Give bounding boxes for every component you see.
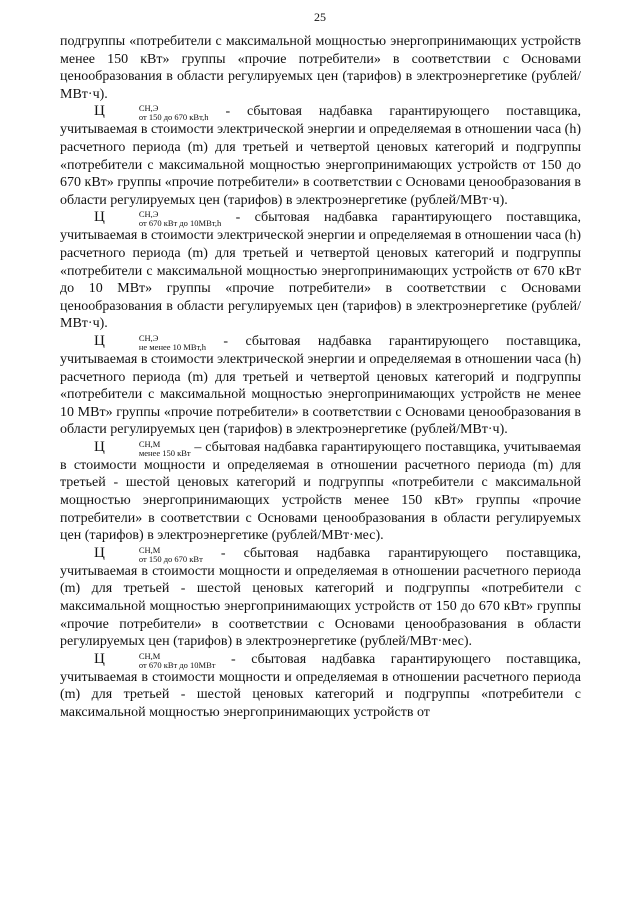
definition-paragraph [60, 545, 581, 651]
formula-symbol: Ц СН,Э не менее 10 МВт,h [94, 332, 206, 352]
formula-symbol: Ц СН,М менее 150 кВт [94, 438, 191, 458]
definition-paragraph [60, 209, 581, 333]
symbol-subscript: от 670 кВт до 10МВт,h [138, 218, 222, 229]
formula-symbol: Ц СН,Э от 670 кВт до 10МВт,h [94, 209, 222, 229]
symbol-superscript: СН,М [138, 544, 161, 555]
definition-text: - сбытовая надбавка гарантирующего поставщика, учитываемая в стоимости мощности и определяемая в отношении расчетного периода (m) для третьей - шестой ценовых категорий и подгруппы «потребители с максимальной мощностью энергопринимающих устройств от 150 до 670 кВт» группы «прочие потребители» в соответствии с Основами ценообразования в области регулируемых цен (тарифов) в электроэнергетике (рублей/МВт·мес). [60, 545, 581, 650]
symbol-subscript: менее 150 кВт [138, 447, 191, 458]
definition-text: - сбытовая надбавка гарантирующего поставщика, учитываемая в стоимости мощности и определяемая в отношении расчетного периода (m) для третьей - шестой ценовых категорий и подгруппы «потребители с максимальной мощностью энергопринимающих устройств от [60, 651, 581, 720]
symbol-superscript: СН,М [138, 650, 161, 661]
definition-paragraph [60, 333, 581, 439]
symbol-superscript: СН,Э [138, 103, 159, 114]
symbol-superscript: СН,М [138, 438, 161, 449]
page-number: 25 [314, 10, 326, 24]
formula-symbol: Ц СН,М от 670 кВт до 10МВт [94, 650, 216, 670]
symbol-subscript: от 670 кВт до 10МВт [138, 659, 216, 670]
page-content [60, 33, 581, 722]
formula-symbol: Ц СН,М от 150 до 670 кВт [94, 544, 203, 564]
symbol-subscript: не менее 10 МВт,h [138, 341, 206, 352]
definition-paragraph [60, 651, 581, 722]
intro-paragraph: подгруппы «потребители с максимальной мощностью энергопринимающих устройств менее 150 кВт» группы «прочие потребители» в соответствии с Основами ценообразования в области регулируемых цен (тарифов) в электроэнергетике (рублей/МВт·ч). [60, 34, 581, 102]
symbol-subscript: от 150 до 670 кВт [138, 553, 203, 564]
definition-text: - сбытовая надбавка гарантирующего поставщика, учитываемая в стоимости электрической энергии и определяемая в отношении часа (h) расчетного периода (m) для третьей и четвертой ценовых категорий и подгруппы «потребители с максимальной мощностью энергопринимающих устройств не менее 10 МВт» группы «прочие потребители» в соответствии с Основами ценообразования в области регулируемых цен (тарифов) в электроэнергетике (рублей/МВт·ч). [60, 333, 581, 438]
formula-symbol: Ц СН,Э от 150 до 670 кВт,h [94, 103, 209, 123]
definition-text: - сбытовая надбавка гарантирующего поставщика, учитываемая в стоимости электрической энергии и определяемая в отношении часа (h) расчетного периода (m) для третьей и четвертой ценовых категорий и подгруппы «потребители с максимальной мощностью энергопринимающих устройств от 150 до 670 кВт» группы «прочие потребители» в соответствии с Основами ценообразования в области регулируемых цен (тарифов) в электроэнергетике (рублей/МВт·ч). [60, 104, 581, 208]
symbol-superscript: СН,Э [138, 209, 159, 220]
definition-text: - сбытовая надбавка гарантирующего поставщика, учитываемая в стоимости электрической энергии и определяемая в отношении часа (h) расчетного периода (m) для третьей и четвертой ценовых категорий и подгруппы «потребители с максимальной мощностью энергопринимающих устройств от 670 кВт до 10 МВт» группы «прочие потребители» в соответствии с Основами ценообразования в области регулируемых цен (тарифов) в электроэнергетике (рублей/МВт·ч). [60, 210, 581, 332]
symbol-superscript: СН,Э [138, 332, 159, 343]
symbol-subscript: от 150 до 670 кВт,h [138, 112, 209, 123]
definition-paragraph [60, 439, 581, 545]
definition-text: – сбытовая надбавка гарантирующего поставщика, учитываемая в стоимости мощности и определяемая в отношении расчетного периода (m) для третьей - шестой ценовых категорий и подгруппы «потребители с максимальной мощностью энергопринимающих устройств менее 150 кВт» группы «прочие потребители» в соответствии с Основами ценообразования в области регулируемых цен (тарифов) в электроэнергетике (рублей/МВт·мес). [60, 439, 581, 544]
definition-paragraph [60, 103, 581, 209]
